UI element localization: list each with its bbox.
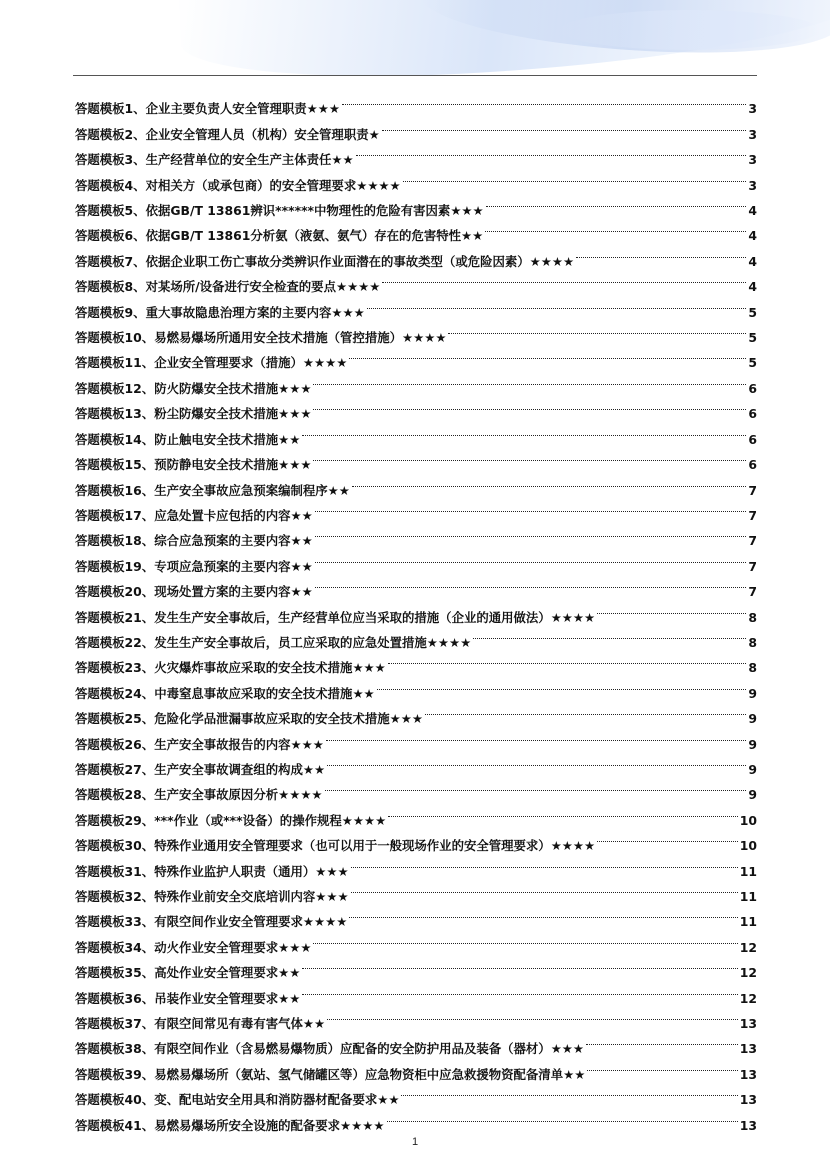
toc-dot-leader (425, 698, 746, 723)
toc-dot-leader (313, 393, 746, 418)
toc-entry-page: 12 (739, 939, 757, 955)
toc-entry-page: 7 (748, 533, 757, 549)
toc-dot-leader (315, 520, 747, 545)
toc-dot-leader (576, 240, 746, 265)
header-rule (73, 75, 757, 76)
toc-entry-page: 13 (739, 1117, 757, 1133)
toc-dot-leader (315, 545, 747, 570)
toc-entry-page: 12 (739, 965, 757, 981)
toc-dot-leader (388, 799, 738, 824)
toc-dot-leader (342, 88, 746, 113)
toc-entry-title: 答题模板13、粉尘防爆安全技术措施★★★ (75, 406, 312, 422)
toc-dot-leader (349, 901, 737, 926)
toc-entry-title: 答题模板19、专项应急预案的主要内容★★ (75, 558, 313, 574)
toc-entry-page: 5 (748, 355, 757, 371)
toc-dot-leader (377, 672, 747, 697)
toc-entry-page: 3 (748, 101, 757, 117)
toc-entry-title: 答题模板9、重大事故隐患治理方案的主要内容★★★ (75, 304, 365, 320)
toc-dot-leader (313, 444, 746, 469)
header-wave (560, 10, 820, 50)
toc-entry-title: 答题模板12、防火防爆安全技术措施★★★ (75, 380, 312, 396)
toc-entry-page: 10 (739, 838, 757, 854)
toc-entry-title: 答题模板23、火灾爆炸事故应采取的安全技术措施★★★ (75, 660, 386, 676)
toc-entry-title: 答题模板39、易燃易爆场所（氨站、氢气储罐区等）应急物资柜中应急救援物资配备清单★★ (75, 1066, 586, 1082)
toc-entry-title: 答题模板4、对相关方（或承包商）的安全管理要求★★★★ (75, 177, 401, 193)
toc-dot-leader (403, 164, 747, 189)
toc-entry-title: 答题模板17、应急处置卡应包括的内容★★ (75, 507, 313, 523)
toc-entry-page: 6 (748, 431, 757, 447)
toc-dot-leader (356, 139, 747, 164)
toc-dot-leader (367, 291, 747, 316)
toc-entry-title: 答题模板29、***作业（或***设备）的操作规程★★★★ (75, 812, 387, 828)
toc-entry-title: 答题模板3、生产经营单位的安全生产主体责任★★ (75, 152, 354, 168)
toc-entry-page: 4 (748, 228, 757, 244)
toc-entry-page: 6 (748, 406, 757, 422)
toc-entry-page: 12 (739, 990, 757, 1006)
toc-entry-page: 11 (739, 863, 757, 879)
toc-dot-leader (382, 266, 746, 291)
toc-entry-title: 答题模板32、特殊作业前安全交底培训内容★★★ (75, 889, 349, 904)
toc-entry-page: 9 (748, 685, 757, 701)
toc-dot-leader (302, 952, 737, 977)
toc-entry-title: 答题模板25、危险化学品泄漏事故应采取的安全技术措施★★★ (75, 711, 423, 727)
toc-entry-title: 答题模板33、有限空间作业安全管理要求★★★★ (75, 914, 348, 930)
toc-entry-title: 答题模板6、依据GB/T 13861分析氨（液氨、氨气）存在的危害特性★★ (75, 228, 484, 244)
toc-entry-title: 答题模板38、有限空间作业（含易燃易爆物质）应配备的安全防护用品及装备（器材）★★★ (75, 1041, 585, 1057)
toc-entry-page: 7 (748, 507, 757, 523)
toc-entry-title: 答题模板11、企业安全管理要求（措施）★★★★ (75, 355, 348, 371)
toc-entry-page: 5 (748, 330, 757, 346)
toc-entry-title: 答题模板14、防止触电安全技术措施★★ (75, 431, 301, 447)
toc-dot-leader (315, 571, 747, 596)
toc-entry[interactable] (75, 88, 757, 117)
toc-dot-leader (587, 1053, 737, 1078)
toc-dot-leader (448, 317, 746, 342)
toc-dot-leader (586, 1028, 738, 1053)
toc-entry-title: 答题模板21、发生生产安全事故后，生产经营单位应当采取的措施（企业的通用做法）★★★★ (75, 609, 596, 625)
toc-entry-title: 答题模板35、高处作业安全管理要求★★ (75, 965, 301, 981)
toc-entry-title: 答题模板37、有限空间常见有毒有害气体★★ (75, 1016, 326, 1032)
toc-entry-title: 答题模板20、现场处置方案的主要内容★★ (75, 584, 313, 600)
toc-entry-page: 3 (748, 126, 757, 142)
toc-entry-page: 6 (748, 380, 757, 396)
toc-dot-leader (326, 723, 747, 748)
table-of-contents (75, 88, 757, 1133)
toc-dot-leader (597, 825, 738, 850)
toc-entry-title: 答题模板27、生产安全事故调查组的构成★★ (75, 761, 326, 777)
toc-dot-leader (349, 342, 746, 367)
toc-dot-leader (387, 1104, 738, 1129)
toc-entry-page: 13 (739, 1041, 757, 1057)
toc-dot-leader (473, 622, 746, 647)
toc-entry-page: 6 (748, 457, 757, 473)
toc-dot-leader (302, 418, 746, 443)
toc-entry-page: 7 (748, 584, 757, 600)
toc-entry-page: 10 (739, 812, 757, 828)
toc-dot-leader (486, 190, 747, 215)
toc-entry-title: 答题模板28、生产安全事故原因分析★★★★ (75, 787, 323, 803)
toc-entry-page: 3 (748, 177, 757, 193)
toc-dot-leader (313, 926, 737, 951)
toc-entry-page: 4 (748, 253, 757, 269)
toc-entry-title: 答题模板30、特殊作业通用安全管理要求（也可以用于一般现场作业的安全管理要求）★★★★ (75, 838, 596, 854)
toc-entry-title: 答题模板5、依据GB/T 13861辨识******中物理性的危险有害因素★★★ (75, 203, 484, 219)
toc-dot-leader (485, 215, 746, 240)
page-number: 1 (411, 1136, 419, 1148)
toc-entry-title: 答题模板2、企业安全管理人员（机构）安全管理职责★ (75, 126, 380, 142)
toc-entry-page: 8 (748, 634, 757, 650)
toc-dot-leader (401, 1079, 737, 1104)
toc-entry-title: 答题模板16、生产安全事故应急预案编制程序★★ (75, 482, 350, 498)
toc-entry-page: 3 (748, 152, 757, 168)
toc-entry-page: 9 (748, 736, 757, 752)
toc-entry-page: 13 (739, 1016, 757, 1032)
toc-entry-title: 答题模板41、易燃易爆场所安全设施的配备要求★★★★ (75, 1117, 385, 1133)
toc-dot-leader (351, 876, 738, 901)
toc-entry-page: 9 (748, 761, 757, 777)
toc-entry-page: 5 (748, 304, 757, 320)
toc-entry-page: 11 (739, 889, 757, 904)
toc-entry-page: 4 (748, 279, 757, 295)
toc-dot-leader (315, 495, 747, 520)
toc-entry-title: 答题模板31、特殊作业监护人职责（通用）★★★ (75, 863, 349, 879)
toc-dot-leader (352, 469, 746, 494)
toc-entry-title: 答题模板26、生产安全事故报告的内容★★★ (75, 736, 324, 752)
toc-entry-title: 答题模板7、依据企业职工伤亡事故分类辨识作业面潜在的事故类型（或危险因素）★★★★ (75, 253, 575, 269)
toc-entry-page: 8 (748, 609, 757, 625)
toc-dot-leader (351, 850, 738, 875)
toc-dot-leader (327, 749, 746, 774)
toc-dot-leader (327, 1003, 738, 1028)
toc-entry-page: 9 (748, 787, 757, 803)
toc-entry-page: 13 (739, 1092, 757, 1108)
toc-entry-page: 7 (748, 558, 757, 574)
header-decoration (0, 0, 830, 78)
toc-entry-page: 9 (748, 711, 757, 727)
toc-entry-title: 答题模板8、对某场所/设备进行安全检查的要点★★★★ (75, 279, 381, 295)
toc-entry-page: 4 (748, 203, 757, 219)
toc-entry-title: 答题模板40、变、配电站安全用具和消防器材配备要求★★ (75, 1092, 400, 1108)
toc-entry-title: 答题模板34、动火作业安全管理要求★★★ (75, 939, 312, 955)
toc-dot-leader (313, 367, 746, 392)
toc-entry-title: 答题模板24、中毒窒息事故应采取的安全技术措施★★ (75, 685, 375, 701)
toc-entry-title: 答题模板36、吊装作业安全管理要求★★ (75, 990, 301, 1006)
toc-entry-page: 8 (748, 660, 757, 676)
toc-dot-leader (325, 774, 747, 799)
toc-entry-title: 答题模板10、易燃易爆场所通用安全技术措施（管控措施）★★★★ (75, 330, 447, 346)
toc-entry-page: 7 (748, 482, 757, 498)
toc-entry-title: 答题模板15、预防静电安全技术措施★★★ (75, 457, 312, 473)
toc-dot-leader (302, 977, 737, 1002)
toc-entry-title: 答题模板1、企业主要负责人安全管理职责★★★ (75, 101, 340, 117)
toc-dot-leader (597, 596, 746, 621)
toc-entry-title: 答题模板18、综合应急预案的主要内容★★ (75, 533, 313, 549)
toc-dot-leader (388, 647, 747, 672)
toc-entry-page: 13 (739, 1066, 757, 1082)
toc-entry-page: 11 (739, 914, 757, 930)
toc-entry-title: 答题模板22、发生生产安全事故后，员工应采取的应急处置措施★★★★ (75, 634, 472, 650)
toc-dot-leader (382, 113, 747, 138)
